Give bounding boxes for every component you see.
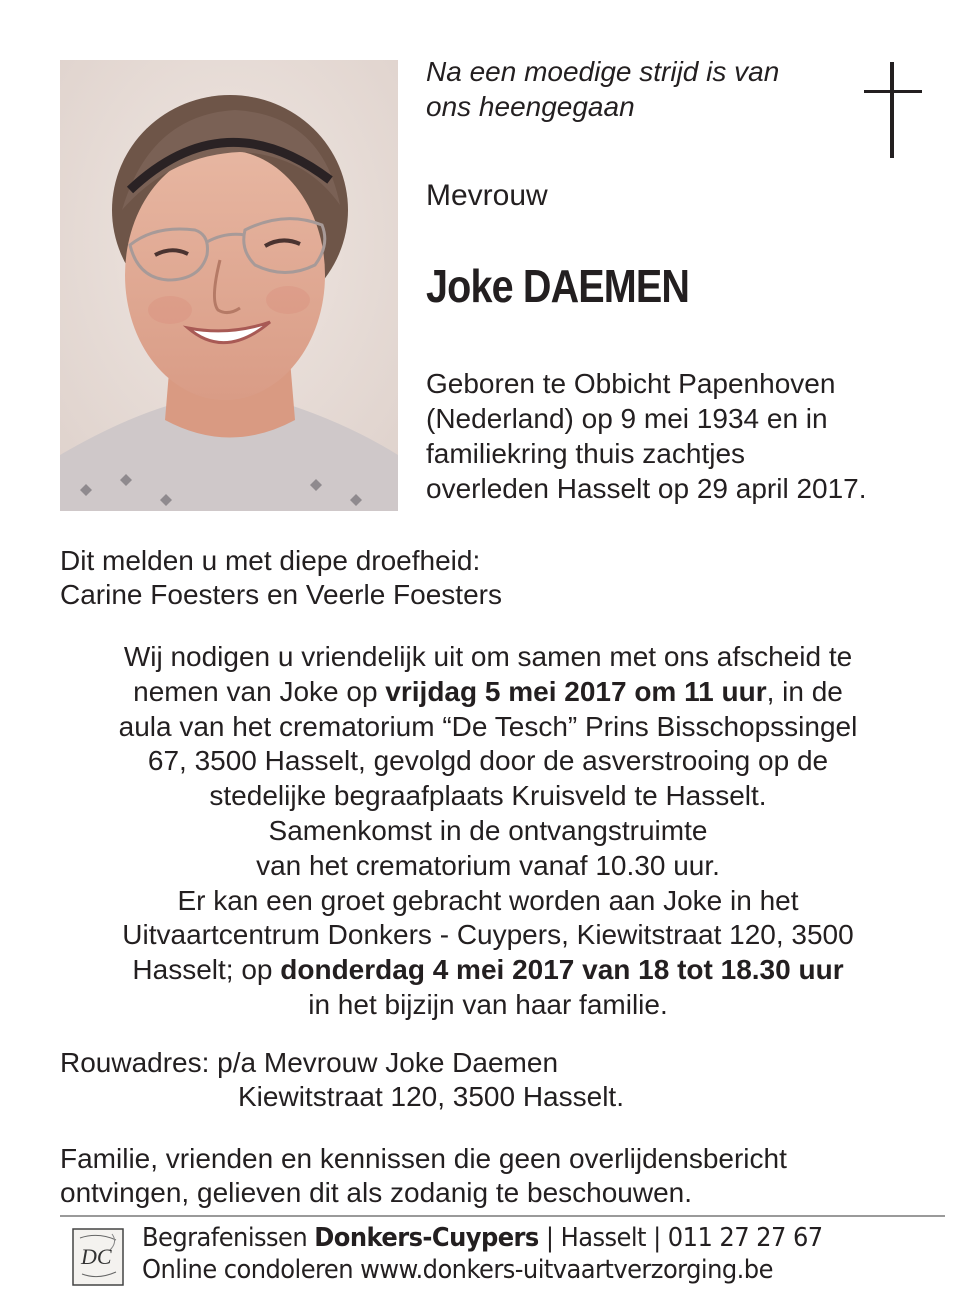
logo-monogram: DC <box>81 1244 112 1269</box>
address-line-1: Rouwadres: p/a Mevrouw Joke Daemen <box>60 1047 559 1078</box>
cross-icon <box>864 62 922 158</box>
footer-contact: | Hasselt | 011 27 27 67 <box>538 1223 823 1253</box>
funeral-home-logo-icon <box>72 1228 124 1286</box>
announce-line-2: Carine Foesters en Veerle Foesters <box>60 579 502 610</box>
footer-website[interactable]: Online condoleren www.donkers-uitvaartverzorging.be <box>142 1255 773 1285</box>
invite-line-1: Wij nodigen u vriendelijk uit om samen met ons afscheid te <box>123 641 853 672</box>
birth-line-2: (Nederland) op 9 mei 1934 en in <box>426 403 828 434</box>
invite-line-2-tail: , in de <box>766 675 843 707</box>
visitation-date: donderdag 4 mei 2017 van 18 tot 18.30 uur <box>280 954 844 986</box>
invite-line-5: stedelijke begraafplaats Kruisveld te Hasselt. <box>209 780 767 812</box>
footer-line-1 <box>142 1222 823 1254</box>
birth-line-1: Geboren te Obbicht Papenhoven <box>426 368 836 399</box>
invite-line-7: van het crematorium vanaf 10.30 uur. <box>256 849 720 881</box>
announcement <box>60 544 940 612</box>
invite-line-8: Er kan een groet gebracht worden aan Joke in het <box>177 884 799 916</box>
invite-line-11: in het bijzijn van haar familie. <box>308 988 668 1020</box>
mourning-address <box>60 1046 940 1114</box>
birth-death-details <box>426 366 946 506</box>
invite-line-2 <box>60 675 916 710</box>
intro-text <box>426 54 846 124</box>
portrait-illustration <box>60 60 398 511</box>
notice-line-1: Familie, vrienden en kennissen die geen overlijdensbericht <box>60 1143 787 1174</box>
ceremony-date: vrijdag 5 mei 2017 om 11 uur <box>385 675 767 707</box>
invite-line-6: Samenkomst in de ontvangstruimte <box>268 814 708 846</box>
invite-line-10 <box>60 953 916 988</box>
invite-line-10-text: Hasselt; op <box>132 954 281 986</box>
invite-line-9: Uitvaartcentrum Donkers - Cuypers, Kiewitstraat 120, 3500 <box>122 919 854 951</box>
footer-divider <box>60 1215 945 1217</box>
portrait-photo <box>60 60 398 511</box>
footer-label: Begrafenissen <box>142 1223 315 1253</box>
salutation: Mevrouw <box>426 179 548 212</box>
invite-line-3: aula van het crematorium “De Tesch” Prins Bisschopssingel <box>118 710 858 742</box>
address-line-2: Kiewitstraat 120, 3500 Hasselt. <box>238 1081 624 1112</box>
notice-line-2: ontvingen, gelieven dit als zodanig te beschouwen. <box>60 1177 692 1208</box>
intro-line-1: Na een moedige strijd is van <box>426 56 780 87</box>
announce-line-1: Dit melden u met diepe droefheid: <box>60 545 481 576</box>
footer <box>142 1222 874 1286</box>
funeral-home-name: Donkers-Cuypers <box>314 1223 539 1253</box>
deceased-name: Joke DAEMEN <box>426 260 690 312</box>
invite-line-2-text: nemen van Joke op <box>133 675 386 707</box>
birth-line-3: familiekring thuis zachtjes <box>426 438 746 469</box>
invite-line-4: 67, 3500 Hasselt, gevolgd door de asverstrooing op de <box>147 745 829 777</box>
ceremony-invitation <box>60 640 916 1023</box>
birth-line-4: overleden Hasselt op 29 april 2017. <box>426 473 867 504</box>
notice-text <box>60 1142 940 1210</box>
intro-line-2: ons heengegaan <box>426 91 635 122</box>
